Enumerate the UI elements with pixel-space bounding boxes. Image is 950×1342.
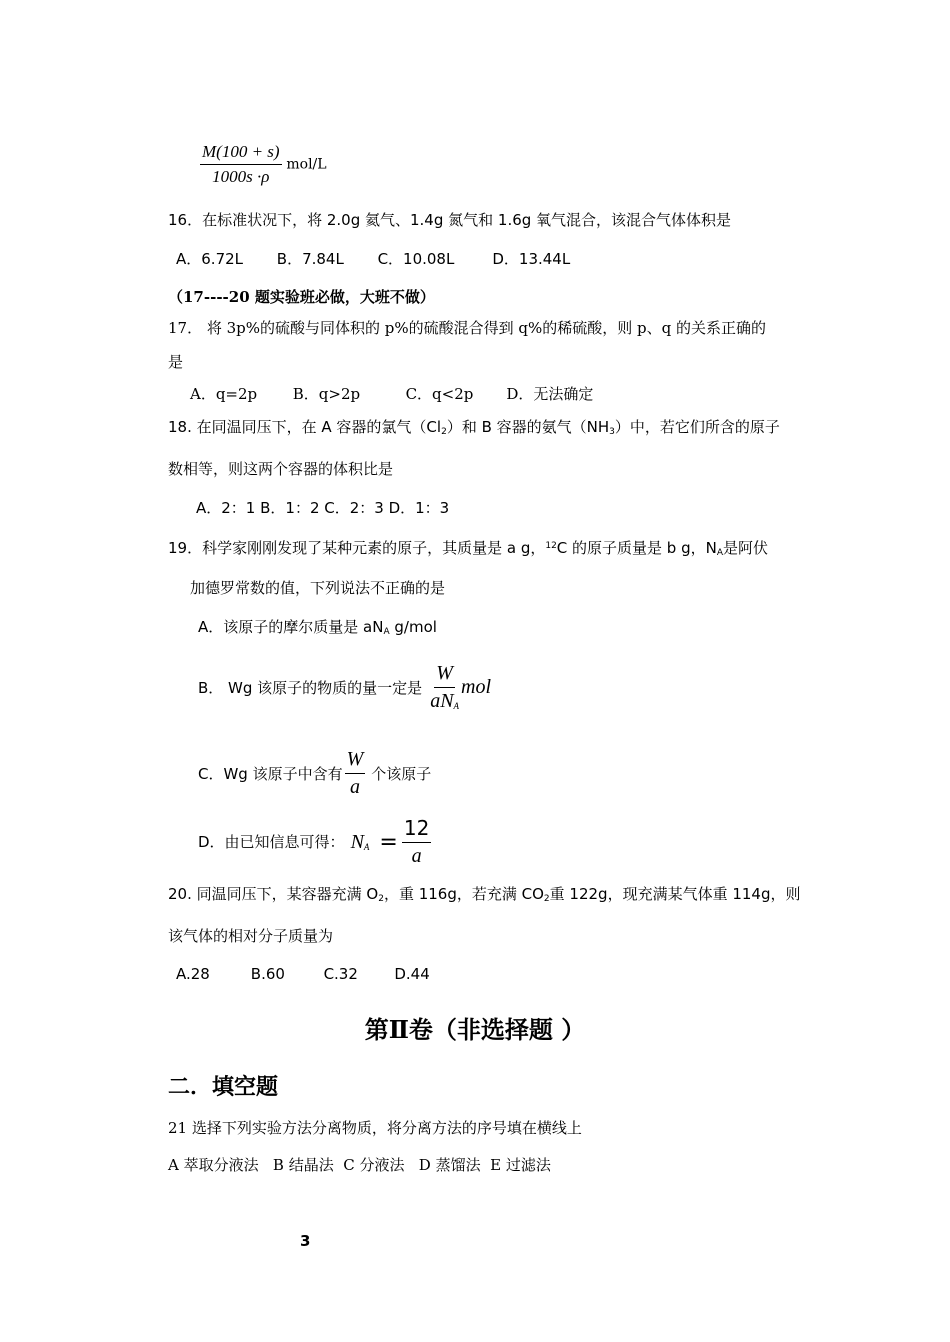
q17-option-b: B．q>2p <box>292 385 361 403</box>
q20-stem-mid: ，重 116g，若充满 CO <box>383 885 544 903</box>
q18-stem <box>168 417 780 442</box>
q19-d-eq: = <box>379 829 398 855</box>
q18-stem-post: ）中，若它们所含的原子 <box>614 418 780 436</box>
q18-stem-cont: 数相等，则这两个容器的体积比是 <box>168 460 394 478</box>
q18-stem-mid: ）和 B 容器的氨气（NH <box>446 418 610 436</box>
q19-b-text: B． Wg 该原子的物质的量一定是 <box>198 678 423 697</box>
formula-q15-unit: mol/L <box>286 156 327 173</box>
q19-a-pre: A．该原子的摩尔质量是 aN <box>198 618 384 636</box>
q19-b-fraction <box>428 662 461 713</box>
q16-option-d: D．13.44L <box>492 250 571 268</box>
q19-stem-post: 是阿伏 <box>723 539 769 557</box>
q19-b-unit: mol <box>461 676 492 698</box>
q19-c-post: 个该原子 <box>371 764 432 783</box>
formula-q15 <box>200 142 327 187</box>
q19-b-den-text: aN <box>430 690 454 712</box>
q21-stem: 21 选择下列实验方法分离物质，将分离方法的序号填在横线上 <box>168 1119 582 1137</box>
q17-option-a: A．q=2p <box>190 385 258 403</box>
q19-c-fraction <box>345 748 366 799</box>
q20-option-a: A.28 <box>176 965 210 983</box>
q19-d-lhs <box>351 831 370 854</box>
q20-options <box>176 964 430 984</box>
q21-methods: A 萃取分液法 B 结晶法 C 分液法 D 蒸馏法 E 过滤法 <box>168 1156 551 1174</box>
q19-d-fraction <box>402 816 431 868</box>
q19-option-c <box>198 748 431 799</box>
q20-option-c: C.32 <box>323 965 358 983</box>
q18-stem-pre: 18. 在同温同压下，在 A 容器的氯气（Cl <box>168 418 442 436</box>
q17-option-c: C．q<2p <box>405 385 474 403</box>
q18-options: A．2：1 B．1：2 C．2：3 D．1：3 <box>196 499 450 517</box>
q17-option-d: D．无法确定 <box>506 385 594 403</box>
q17-options <box>190 384 593 404</box>
formula-q15-denominator: 1000s ·ρ <box>212 167 270 186</box>
q19-stem-mid: C 的原子质量是 b g，N <box>556 539 717 557</box>
q17-stem-cont: 是 <box>168 353 184 371</box>
q19-d-lhs-sub: A <box>363 841 370 852</box>
q19-option-d <box>198 816 431 868</box>
section-note: （17----20 题实验班必做，大班不做） <box>168 288 435 306</box>
q19-b-denominator <box>428 688 461 713</box>
q20-option-d: D.44 <box>394 965 430 983</box>
q19-c-text: C．Wg 该原子中含有 <box>198 764 343 783</box>
q19-sup-12: 12 <box>545 541 557 551</box>
q19-d-lhs-text: N <box>350 830 364 853</box>
q19-stem <box>168 536 768 563</box>
formula-q15-fraction <box>200 142 282 187</box>
q19-c-numerator: W <box>345 748 366 774</box>
q20-option-b: B.60 <box>250 965 285 983</box>
q20-sub-co2: 2 <box>543 894 550 904</box>
q19-stem-pre: 19．科学家刚刚发现了某种元素的原子，其质量是 a g， <box>168 539 546 557</box>
q19-b-numerator: W <box>434 662 455 688</box>
q20-sub-o2: 2 <box>378 894 384 904</box>
q20-stem-pre: 20. 同温同压下，某容器充满 O <box>168 885 379 903</box>
q16-option-a: A．6.72L <box>176 250 244 268</box>
part-2-heading: 二．填空题 <box>168 1074 279 1100</box>
q17-stem: 17． 将 3p%的硫酸与同体积的 p%的硫酸混合得到 q%的稀硫酸，则 p、q 的关系正确的 <box>168 319 767 337</box>
q20-stem-post: 重 122g，现充满某气体重 114g，则 <box>549 885 801 903</box>
q19-option-b <box>198 662 491 713</box>
q19-a-post: g/mol <box>389 618 437 636</box>
q16-option-c: C．10.08L <box>377 250 455 268</box>
q19-sub-a: A <box>716 548 724 558</box>
q19-option-a <box>198 617 437 642</box>
q19-d-numerator: 12 <box>402 816 431 843</box>
formula-q15-numerator: M(100 + s) <box>200 142 282 165</box>
q18-sub-3: 3 <box>609 427 615 437</box>
q19-d-text: D．由已知信息可得： <box>198 833 345 851</box>
q19-b-den-sub: A <box>453 701 460 711</box>
section-2-title: 第Ⅱ卷（非选择题 ） <box>364 1015 586 1044</box>
q19-c-denominator: a <box>349 776 360 798</box>
q19-a-sub: A <box>383 627 390 637</box>
q16-stem: 16．在标准状况下，将 2.0g 氦气、1.4g 氮气和 1.6g 氧气混合，该混合气体体积是 <box>168 211 732 229</box>
q20-stem-cont: 该气体的相对分子质量为 <box>168 927 334 945</box>
page-number: 3 <box>300 1232 311 1250</box>
q19-stem-cont: 加德罗常数的值，下列说法不正确的是 <box>190 579 446 597</box>
q19-d-denominator: a <box>411 845 422 867</box>
q18-sub-2: 2 <box>441 427 447 437</box>
q16-options <box>176 249 570 269</box>
q20-stem <box>168 884 801 909</box>
q16-option-b: B．7.84L <box>276 250 344 268</box>
